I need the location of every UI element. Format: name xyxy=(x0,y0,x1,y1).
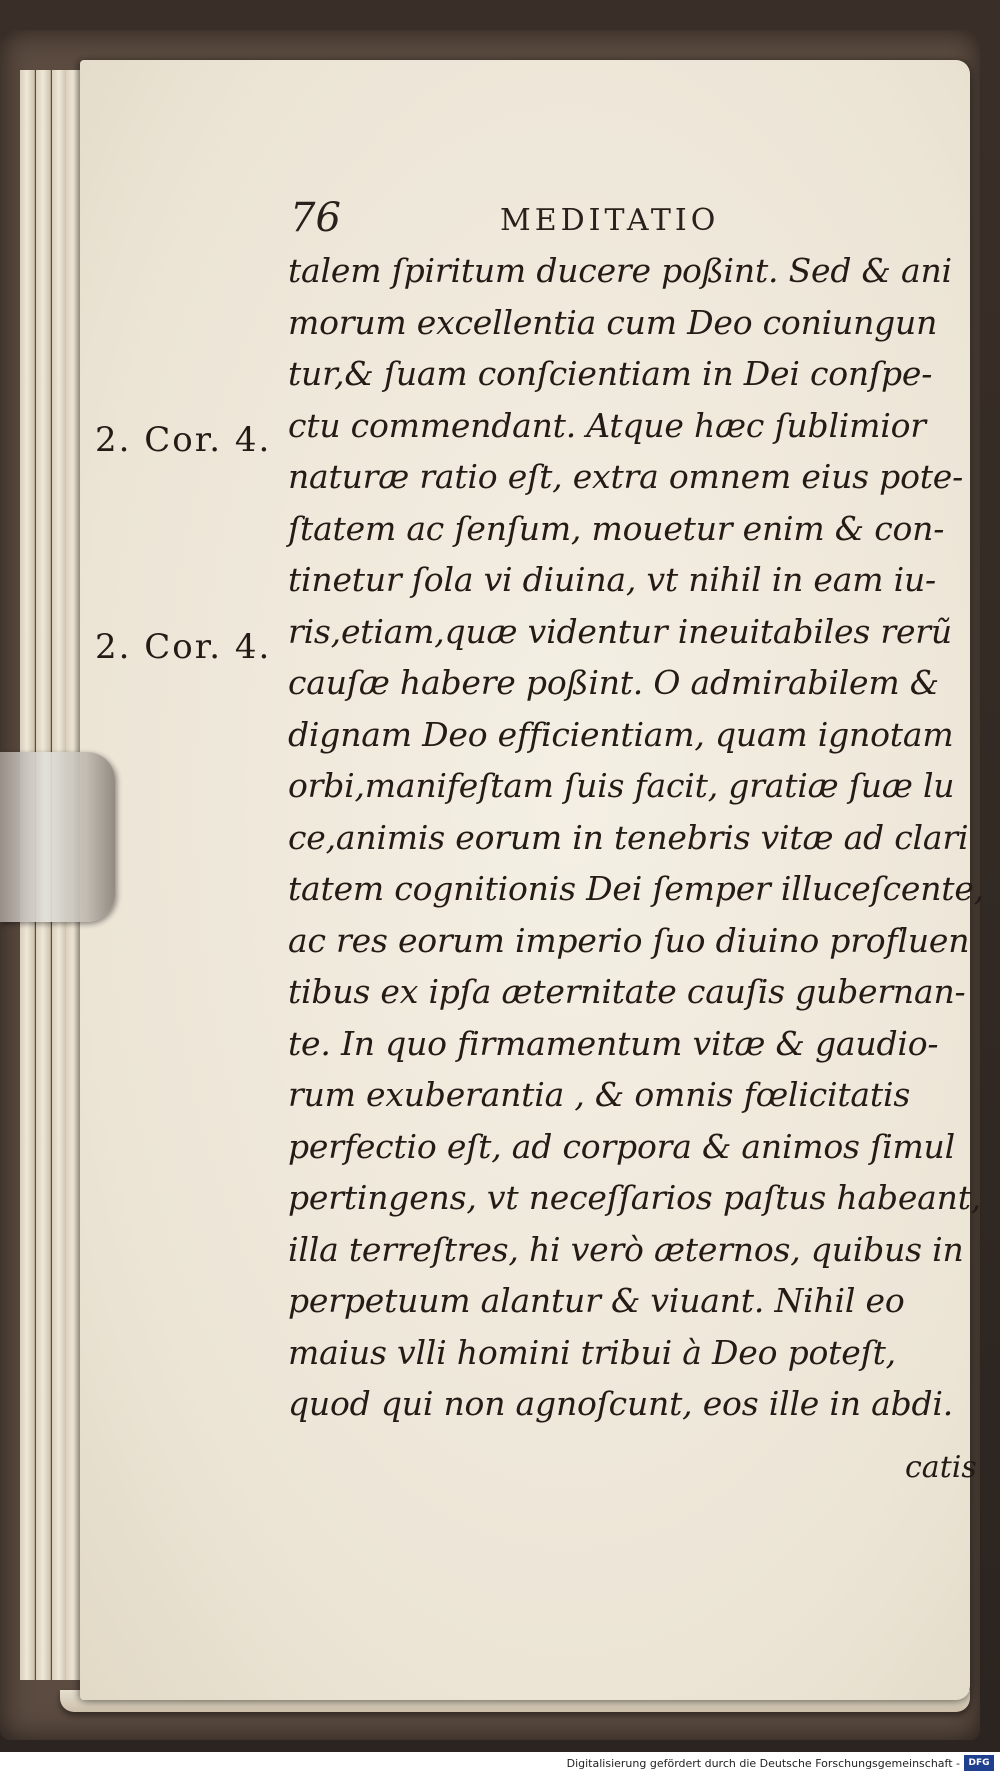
text-line: te. In quo firmamentum vitæ & gaudio- xyxy=(288,1023,939,1063)
text-line: tinetur ſola vi diuina, vt nihil in eam iu- xyxy=(288,560,936,599)
digitization-credit: Digitalisierung gefördert durch die Deutsche Forschungsgemeinschaft - xyxy=(566,1757,960,1770)
text-line: ctu commendant. Atque hæc ſublimior xyxy=(288,405,926,445)
text-line: cauſæ habere poßint. O admirabilem & xyxy=(288,663,939,702)
text-line: talem ſpiritum ducere poßint. Sed & ani xyxy=(288,251,952,290)
text-line: rum exuberantia , & omnis fœlicitatis xyxy=(288,1075,911,1114)
text-line: tatem cognitionis Dei ſemper illuceſcente, xyxy=(288,869,984,908)
text-line: quod qui non agnoſcunt, eos ille in abdi. xyxy=(288,1384,954,1423)
text-line: naturæ ratio eſt, extra omnem eius pote- xyxy=(288,457,964,496)
page-clip xyxy=(0,752,115,922)
text-line: illa terreſtres, hi verò æternos, quibus in xyxy=(288,1229,964,1269)
catchword: catis xyxy=(905,1450,977,1485)
text-line: dignam Deo efficientiam, quam ignotam xyxy=(288,714,954,754)
text-line: ſtatem ac ſenſum, mouetur enim & con- xyxy=(288,508,945,548)
text-line: morum excellentia cum Deo coniungun xyxy=(288,302,938,342)
text-line: ce,animis eorum in tenebris vitæ ad clari xyxy=(288,817,969,857)
marginal-reference: 2. Cor. 4. xyxy=(95,420,272,460)
dfg-logo-icon: DFG xyxy=(964,1755,994,1771)
text-line: perpetuum alantur & viuant. Nihil eo xyxy=(288,1281,905,1320)
text-line: pertingens, vt neceſſarios paſtus habeant, xyxy=(288,1178,982,1217)
body-text xyxy=(288,245,984,1430)
text-line: orbi,manifeſtam ſuis facit, gratiæ ſuæ lu xyxy=(288,766,955,805)
running-title: MEDITATIO xyxy=(500,203,720,238)
text-line: tibus ex ipſa æternitate cauſis gubernan- xyxy=(288,972,966,1011)
page-number: 76 xyxy=(290,195,341,241)
text-line: tur,& ſuam conſcientiam in Dei conſpe- xyxy=(288,354,933,393)
marginal-reference: 2. Cor. 4. xyxy=(95,627,272,667)
text-line: maius vlli homini tribui à Deo poteſt, xyxy=(288,1332,896,1372)
text-line: perfectio eſt, ad corpora & animos ſimul xyxy=(288,1126,955,1166)
text-line: ac res eorum imperio ſuo diuino profluen xyxy=(288,920,970,960)
text-line: ris,etiam,quæ videntur ineuitabiles rerũ xyxy=(288,611,952,651)
